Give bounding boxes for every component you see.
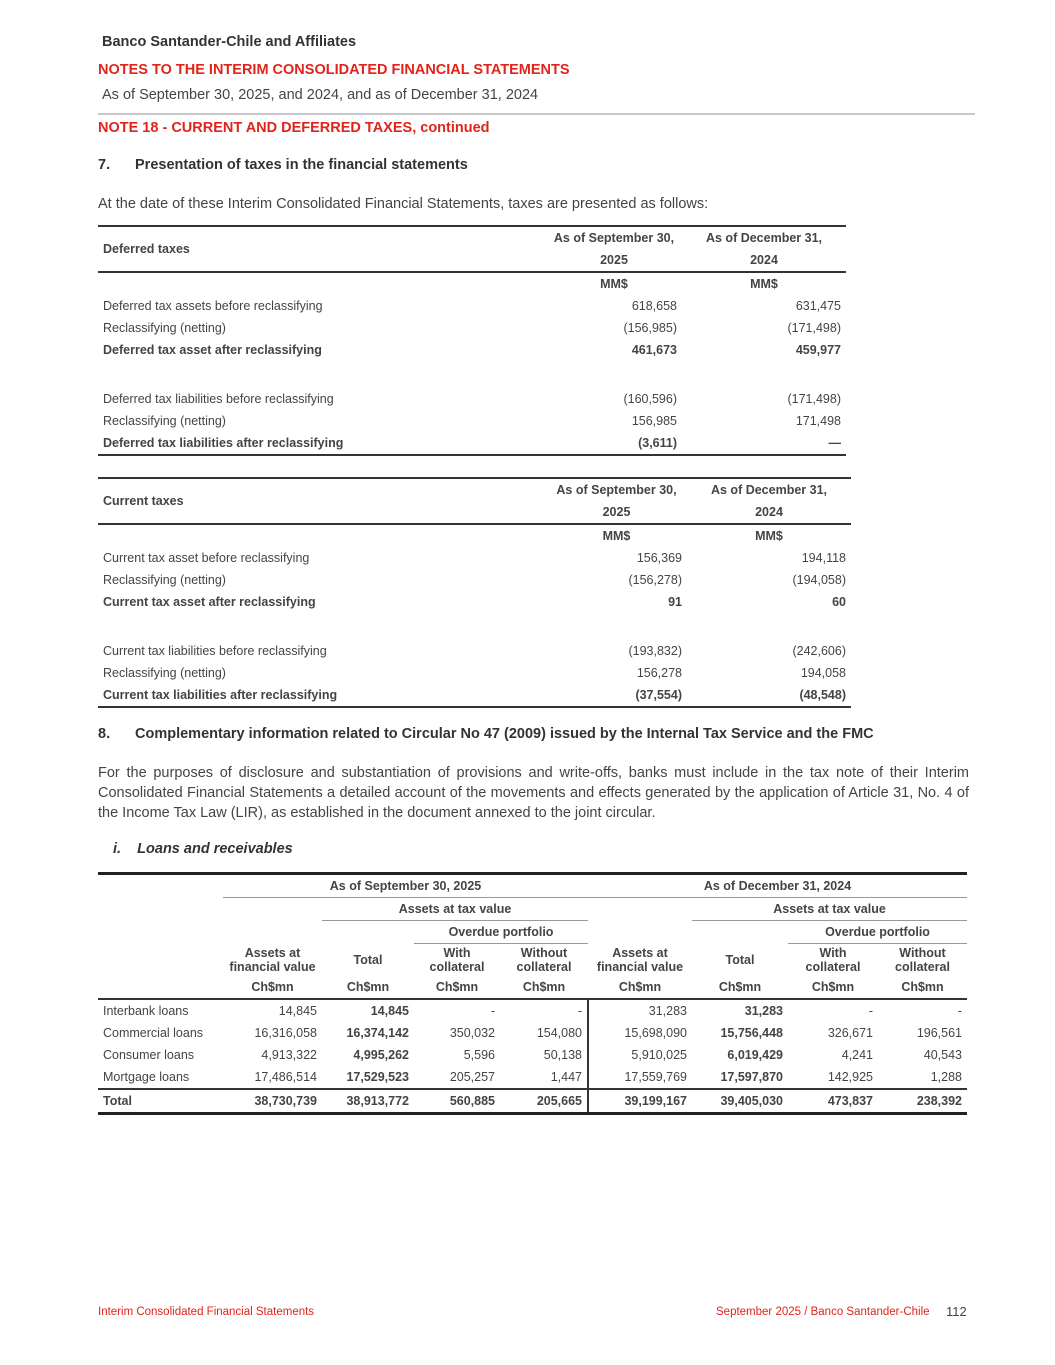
section-7-title: Presentation of taxes in the financial statements — [135, 157, 468, 173]
value-cell: 461,673 — [631, 343, 677, 357]
assets-tax-value-header: Assets at tax value — [322, 898, 588, 921]
note-title: NOTE 18 - CURRENT AND DEFERRED TAXES, continued — [98, 120, 490, 136]
value-cell: 618,658 — [631, 299, 677, 313]
value-cell: (160,596) — [623, 392, 677, 406]
value-cell: 631,475 — [795, 299, 841, 313]
table-row — [98, 662, 851, 684]
unit-label: Ch$mn — [322, 976, 414, 999]
loans-receivables-table — [98, 872, 967, 1115]
col-without-collateral: Without collateral — [895, 945, 950, 974]
row-label: Deferred tax liabilities before reclassifying — [103, 392, 334, 406]
value-cell: 17,559,769 — [588, 1066, 692, 1089]
row-label: Deferred tax liabilities after reclassifying — [98, 432, 546, 455]
value-cell: 4,995,262 — [353, 1047, 409, 1062]
table-row — [98, 547, 851, 569]
table-row — [98, 999, 967, 1022]
value-cell: 156,278 — [636, 666, 682, 680]
value-cell: 16,374,142 — [346, 1025, 409, 1040]
col-header-year: 2024 — [682, 249, 846, 272]
value-cell: 15,756,448 — [720, 1025, 783, 1040]
row-label: Commercial loans — [103, 1025, 204, 1040]
value-cell: 205,257 — [449, 1069, 495, 1084]
value-cell: 350,032 — [449, 1025, 495, 1040]
value-cell: 60 — [832, 595, 846, 609]
table-row — [98, 591, 851, 613]
value-cell: 473,837 — [788, 1089, 878, 1114]
total-row — [98, 1089, 967, 1114]
value-cell: 5,596 — [463, 1047, 495, 1062]
value-cell: 4,913,322 — [261, 1047, 317, 1062]
value-cell: (156,985) — [623, 321, 677, 335]
section-7-intro: At the date of these Interim Consolidated Financial Statements, taxes are presented as follows: — [98, 196, 709, 212]
table-row — [98, 684, 851, 707]
col-total: Total — [725, 952, 755, 967]
value-cell: (37,554) — [546, 684, 687, 707]
col-assets-financial-value: Assets at financial value — [596, 945, 684, 974]
value-cell: (3,611) — [546, 432, 682, 455]
row-label: Deferred tax assets before reclassifying — [103, 299, 323, 313]
value-cell: - — [957, 1003, 962, 1018]
unit-label: MM$ — [755, 529, 783, 543]
table-row — [98, 339, 846, 361]
value-cell: (171,498) — [787, 392, 841, 406]
row-label: Current tax asset after reclassifying — [103, 595, 316, 609]
table-row — [98, 317, 846, 339]
unit-label: Ch$mn — [500, 976, 588, 999]
value-cell: 4,241 — [841, 1047, 873, 1062]
as-of-date: As of September 30, 2025, and 2024, and as of December 31, 2024 — [102, 87, 539, 103]
value-cell: 459,977 — [795, 343, 841, 357]
value-cell: 17,529,523 — [346, 1069, 409, 1084]
col-header: As of September 30, — [546, 226, 682, 249]
col-with-collateral: With collateral — [805, 945, 861, 974]
notes-title: NOTES TO THE INTERIM CONSOLIDATED FINANCIAL STATEMENTS — [98, 62, 570, 78]
row-label: Deferred tax asset after reclassifying — [103, 343, 322, 357]
value-cell: 560,885 — [414, 1089, 500, 1114]
value-cell: 14,845 — [278, 1003, 317, 1018]
assets-tax-value-header: Assets at tax value — [692, 898, 967, 921]
value-cell: 31,283 — [744, 1003, 783, 1018]
section-8-number: 8. — [98, 726, 111, 742]
unit-label: Ch$mn — [692, 976, 788, 999]
value-cell: 238,392 — [878, 1089, 967, 1114]
unit-label: Ch$mn — [223, 976, 322, 999]
current-table-title: Current taxes — [98, 478, 546, 524]
value-cell: (194,058) — [792, 573, 846, 587]
value-cell: 156,369 — [636, 551, 682, 565]
col-without-collateral: Without collateral — [516, 945, 572, 974]
period-header: As of December 31, 2024 — [588, 874, 967, 898]
value-cell: 38,730,739 — [223, 1089, 322, 1114]
value-cell: 14,845 — [370, 1003, 409, 1018]
header-divider — [98, 113, 975, 115]
value-cell: (156,278) — [628, 573, 682, 587]
deferred-table-title: Deferred taxes — [98, 226, 546, 272]
value-cell: 142,925 — [827, 1069, 873, 1084]
footer-period: September 2025 / Banco Santander-Chile — [716, 1306, 930, 1318]
value-cell: (242,606) — [792, 644, 846, 658]
row-label: Reclassifying (netting) — [103, 321, 226, 335]
table-row — [98, 410, 846, 432]
section-8-title: Complementary information related to Circular No 47 (2009) issued by the Internal Tax Service and the FMC — [135, 726, 874, 742]
footer-document-title: Interim Consolidated Financial Statements — [98, 1306, 315, 1318]
col-header: As of December 31, — [682, 226, 846, 249]
value-cell: 205,665 — [500, 1089, 588, 1114]
row-label: Consumer loans — [103, 1047, 195, 1062]
value-cell: 40,543 — [923, 1047, 962, 1062]
value-cell: 1,447 — [550, 1069, 582, 1084]
value-cell: 6,019,429 — [727, 1047, 783, 1062]
col-header-year: 2025 — [546, 501, 687, 524]
table-row — [98, 569, 851, 591]
row-label: Reclassifying (netting) — [103, 414, 226, 428]
value-cell: 326,671 — [827, 1025, 873, 1040]
value-cell: 16,316,058 — [254, 1025, 317, 1040]
overdue-portfolio-header: Overdue portfolio — [414, 921, 588, 944]
section-7-heading — [98, 157, 468, 173]
value-cell: — — [682, 432, 846, 455]
section-7-number: 7. — [98, 157, 111, 173]
value-cell: 154,080 — [536, 1025, 582, 1040]
table-row — [98, 1022, 967, 1044]
row-label: Current tax liabilities before reclassifying — [103, 644, 327, 658]
value-cell: 17,486,514 — [254, 1069, 317, 1084]
value-cell: (193,832) — [628, 644, 682, 658]
value-cell: 194,058 — [800, 666, 846, 680]
value-cell: (171,498) — [787, 321, 841, 335]
row-label: Total — [98, 1089, 223, 1114]
row-label: Current tax liabilities after reclassifying — [98, 684, 546, 707]
value-cell: - — [490, 1003, 495, 1018]
unit-label: MM$ — [750, 277, 778, 291]
col-header-year: 2025 — [546, 249, 682, 272]
value-cell: 31,283 — [588, 999, 692, 1022]
period-header: As of September 30, 2025 — [223, 874, 588, 898]
col-with-collateral: With collateral — [429, 945, 485, 974]
page-number: 112 — [946, 1304, 967, 1319]
unit-label: MM$ — [602, 529, 631, 543]
overdue-portfolio-header: Overdue portfolio — [788, 921, 967, 944]
value-cell: (48,548) — [687, 684, 851, 707]
col-assets-financial-value: Assets at financial value — [229, 945, 316, 974]
value-cell: 156,985 — [631, 414, 677, 428]
col-total: Total — [353, 952, 383, 967]
value-cell: 194,118 — [801, 551, 846, 565]
value-cell: - — [577, 1003, 582, 1018]
unit-label: Ch$mn — [588, 976, 692, 999]
row-label: Current tax asset before reclassifying — [103, 551, 310, 565]
value-cell: 5,910,025 — [588, 1044, 692, 1066]
table-row — [98, 388, 846, 410]
unit-label: Ch$mn — [788, 976, 878, 999]
section-8-paragraph: For the purposes of disclosure and substantiation of provisions and write-offs, banks must include in the tax note of their Interim Consolidated Financial Statements a detailed account of the movements and effects generated by the application of Article 31, No. 4 of the Income Tax Law (LIR), as established in the document annexed to the joint circular. — [98, 765, 969, 821]
row-label: Mortgage loans — [103, 1069, 190, 1084]
current-taxes-table — [98, 477, 851, 708]
value-cell: 39,405,030 — [692, 1089, 788, 1114]
value-cell: 1,288 — [930, 1069, 962, 1084]
unit-label: Ch$mn — [414, 976, 500, 999]
company-name: Banco Santander-Chile and Affiliates — [102, 34, 357, 50]
table-row — [98, 295, 846, 317]
section-8-heading — [98, 726, 874, 742]
col-header: As of December 31, — [687, 478, 851, 501]
unit-label: MM$ — [600, 277, 628, 291]
value-cell: 17,597,870 — [720, 1069, 783, 1084]
value-cell: - — [868, 1003, 873, 1018]
deferred-taxes-table — [98, 225, 846, 456]
col-header: As of September 30, — [546, 478, 687, 501]
row-label: Reclassifying (netting) — [103, 666, 226, 680]
value-cell: 196,561 — [916, 1025, 962, 1040]
unit-label: Ch$mn — [878, 976, 967, 999]
value-cell: 91 — [668, 595, 682, 609]
table-row — [98, 640, 851, 662]
table-row — [98, 1066, 967, 1089]
value-cell: 39,199,167 — [588, 1089, 692, 1114]
table-row — [98, 432, 846, 455]
loans-subsection-title: i. Loans and receivables — [113, 841, 293, 857]
value-cell: 15,698,090 — [588, 1022, 692, 1044]
value-cell: 38,913,772 — [322, 1089, 414, 1114]
table-row — [98, 1044, 967, 1066]
row-label: Interbank loans — [103, 1003, 189, 1018]
row-label: Reclassifying (netting) — [103, 573, 226, 587]
value-cell: 171,498 — [795, 414, 841, 428]
col-header-year: 2024 — [687, 501, 851, 524]
value-cell: 50,138 — [543, 1047, 582, 1062]
